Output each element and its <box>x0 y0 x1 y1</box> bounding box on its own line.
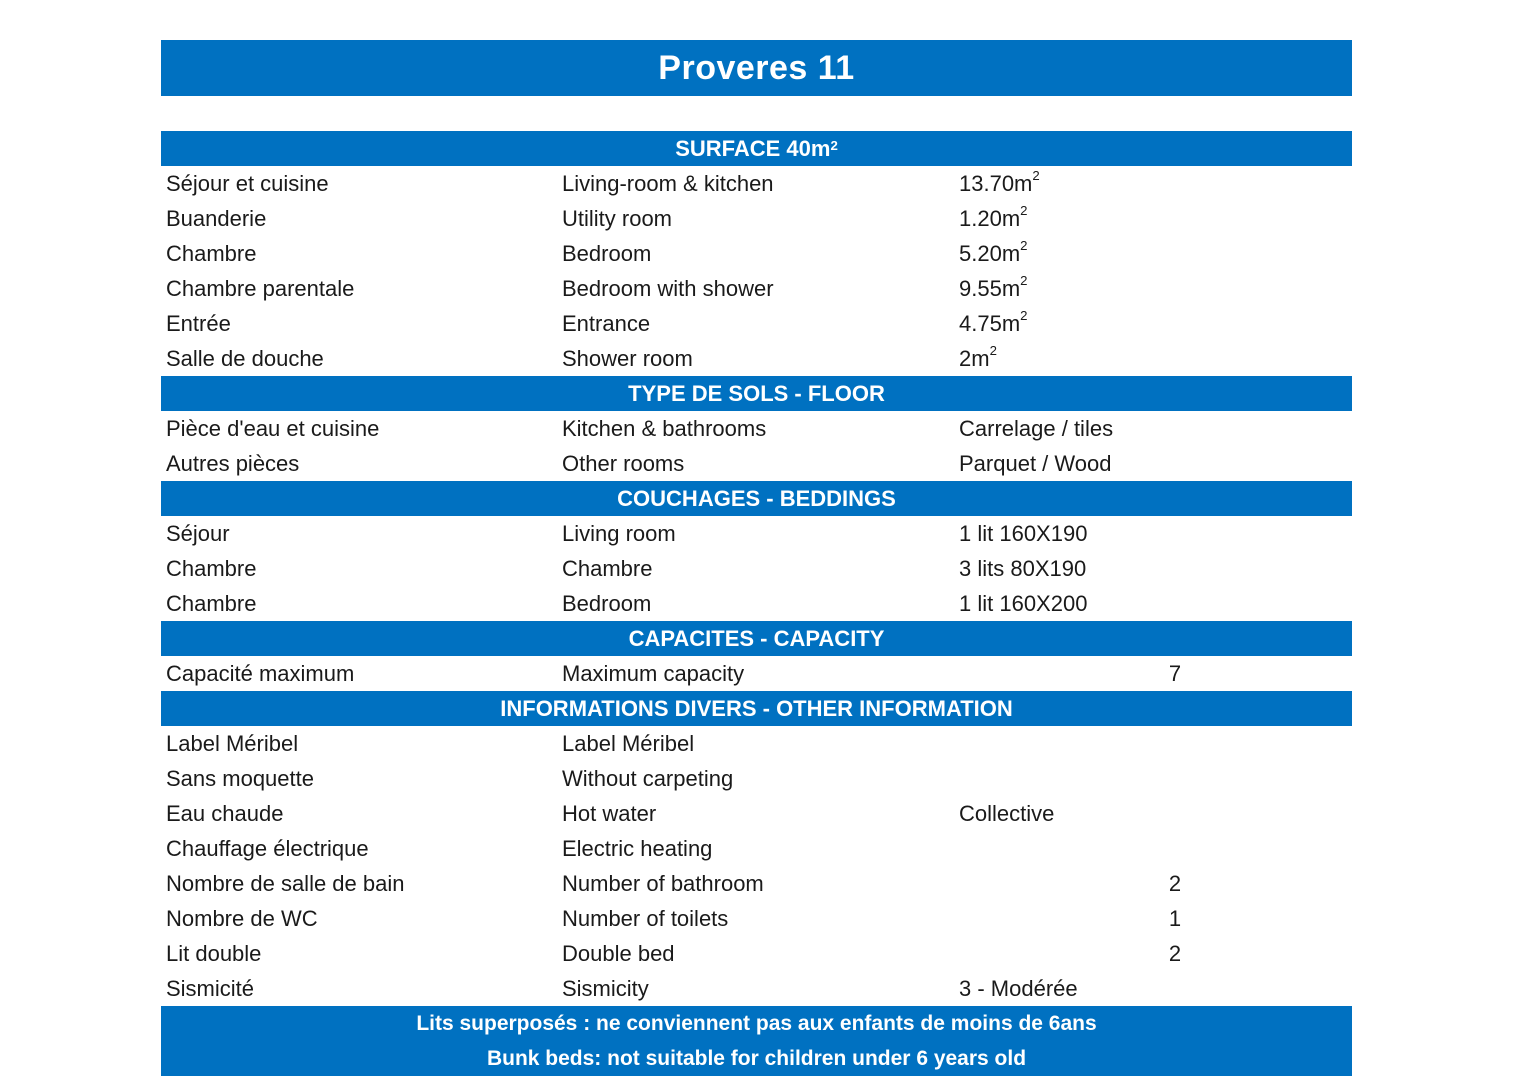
value-text: 3 lits 80X190 <box>959 555 1087 581</box>
value-cell <box>955 416 1145 442</box>
label-fr: Label Méribel <box>166 730 299 756</box>
value-text: 9.55m <box>959 275 1021 301</box>
surface-rows <box>161 166 1352 376</box>
warning-line-fr: Lits superposés : ne conviennent pas aux enfants de moins de 6ans <box>416 1012 1097 1035</box>
value-text: 5.20m <box>959 240 1021 266</box>
value-cell <box>955 556 1145 582</box>
label-en: Sismicity <box>562 975 649 1001</box>
table-row <box>161 236 1352 271</box>
label-fr: Sans moquette <box>166 765 314 791</box>
table-row <box>161 796 1352 831</box>
section-header-other: INFORMATIONS DIVERS - OTHER INFORMATION <box>161 691 1352 726</box>
label-en: Bedroom with shower <box>562 275 774 301</box>
value-text: 1 lit 160X190 <box>959 520 1088 546</box>
table-row <box>161 201 1352 236</box>
table-row <box>161 971 1352 1006</box>
label-fr: Buanderie <box>166 205 267 231</box>
label-en: Electric heating <box>562 835 713 861</box>
label-en: Double bed <box>562 940 675 966</box>
bunk-bed-warning <box>161 1006 1352 1076</box>
value-cell <box>955 202 1145 232</box>
label-fr: Eau chaude <box>166 800 284 826</box>
label-fr: Entrée <box>166 310 231 336</box>
number-cell: 1 <box>1168 905 1182 931</box>
label-en: Number of toilets <box>562 905 729 931</box>
table-row <box>161 446 1352 481</box>
label-fr: Salle de douche <box>166 345 324 371</box>
label-fr: Sismicité <box>166 975 255 1001</box>
table-row <box>161 936 1352 971</box>
value-text: Collective <box>959 800 1055 826</box>
label-en: Other rooms <box>562 450 685 476</box>
value-cell <box>955 801 1145 827</box>
label-en: Label Méribel <box>562 730 695 756</box>
table-row <box>161 551 1352 586</box>
table-row <box>161 901 1352 936</box>
table-row <box>161 306 1352 341</box>
label-en: Living room <box>562 520 676 546</box>
value-cell <box>955 167 1145 197</box>
table-row <box>161 411 1352 446</box>
surface-header-text: SURFACE 40m <box>675 135 831 161</box>
number-cell: 7 <box>1168 660 1182 686</box>
value-sup: 2 <box>1020 307 1028 323</box>
table-row <box>161 341 1352 376</box>
number-cell: 2 <box>1168 870 1182 896</box>
table-row <box>161 761 1352 796</box>
value-sup: 2 <box>1032 167 1040 183</box>
section-header-capacity: CAPACITES - CAPACITY <box>161 621 1352 656</box>
value-text: 1.20m <box>959 205 1021 231</box>
other-rows <box>161 726 1352 1006</box>
value-text: Parquet / Wood <box>959 450 1112 476</box>
label-fr: Lit double <box>166 940 262 966</box>
floor-rows <box>161 411 1352 481</box>
label-en: Maximum capacity <box>562 660 745 686</box>
label-en: Kitchen & bathrooms <box>562 415 767 441</box>
table-row <box>161 656 1352 691</box>
table-row <box>161 831 1352 866</box>
table-row <box>161 516 1352 551</box>
label-fr: Chambre <box>166 590 257 616</box>
label-fr: Nombre de salle de bain <box>166 870 405 896</box>
label-en: Shower room <box>562 345 693 371</box>
label-fr: Autres pièces <box>166 450 300 476</box>
label-fr: Séjour <box>166 520 230 546</box>
value-text: 3 - Modérée <box>959 975 1078 1001</box>
table-row <box>161 166 1352 201</box>
table-row <box>161 271 1352 306</box>
value-cell <box>955 342 1145 372</box>
label-fr: Chambre <box>166 240 257 266</box>
value-cell <box>955 307 1145 337</box>
value-cell <box>955 976 1145 1002</box>
page-title: Proveres 11 <box>161 40 1352 96</box>
table-row <box>161 586 1352 621</box>
label-fr: Chambre parentale <box>166 275 355 301</box>
number-cell: 2 <box>1168 940 1182 966</box>
label-fr: Chambre <box>166 555 257 581</box>
property-sheet <box>161 131 1352 1076</box>
value-cell <box>955 237 1145 267</box>
label-fr: Capacité maximum <box>166 660 355 686</box>
label-en: Living-room & kitchen <box>562 170 774 196</box>
label-en: Without carpeting <box>562 765 734 791</box>
capacity-rows <box>161 656 1352 691</box>
section-header-surface: SURFACE 40m $^2$ <box>161 131 1352 166</box>
value-sup: 2 <box>1020 272 1028 288</box>
section-header-floor: TYPE DE SOLS - FLOOR <box>161 376 1352 411</box>
section-header-beddings: COUCHAGES - BEDDINGS <box>161 481 1352 516</box>
value-sup: 2 <box>989 342 997 358</box>
label-fr: Pièce d'eau et cuisine <box>166 415 380 441</box>
beddings-rows <box>161 516 1352 621</box>
value-text: 4.75m <box>959 310 1021 336</box>
value-text: Carrelage / tiles <box>959 415 1114 441</box>
value-text: 1 lit 160X200 <box>959 590 1088 616</box>
value-cell <box>955 591 1145 617</box>
label-en: Bedroom <box>562 240 652 266</box>
label-en: Entrance <box>562 310 651 336</box>
label-en: Utility room <box>562 205 673 231</box>
value-sup: 2 <box>1020 202 1028 218</box>
label-fr: Chauffage électrique <box>166 835 369 861</box>
label-fr: Séjour et cuisine <box>166 170 329 196</box>
label-fr: Nombre de WC <box>166 905 318 931</box>
warning-line-en: Bunk beds: not suitable for children under 6 years old <box>486 1047 1027 1070</box>
table-row <box>161 726 1352 761</box>
label-en: Number of bathroom <box>562 870 764 896</box>
value-cell <box>955 521 1145 547</box>
value-cell <box>955 451 1145 477</box>
label-en: Chambre <box>562 555 653 581</box>
value-sup: 2 <box>1020 237 1028 253</box>
value-cell <box>955 272 1145 302</box>
label-en: Bedroom <box>562 590 652 616</box>
value-text: 2m <box>959 345 990 371</box>
value-text: 13.70m <box>959 170 1033 196</box>
label-en: Hot water <box>562 800 657 826</box>
table-row <box>161 866 1352 901</box>
